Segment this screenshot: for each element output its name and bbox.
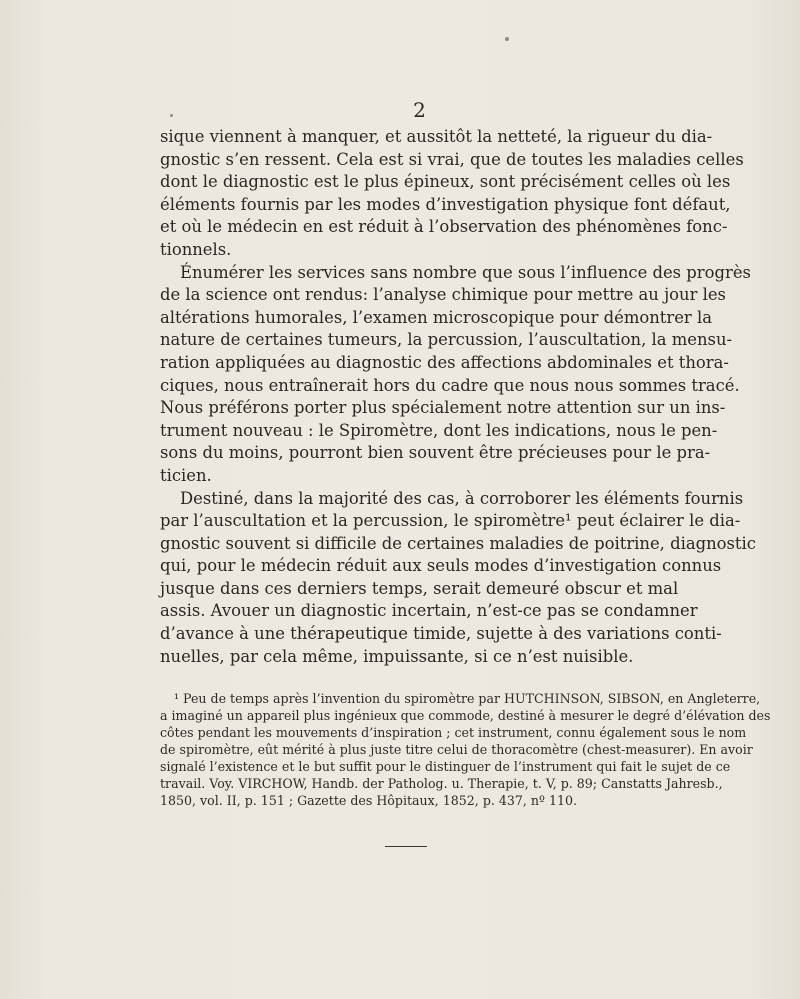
text-line: Énumérer les services sans nombre que sous l’influence des progrès <box>180 262 751 282</box>
footnote-line: signalé l’existence et le but suffit pour le distinguer de l’instrument qui fait le sujet de ce <box>160 759 731 774</box>
footnote-line: 1850, vol. II, p. 151 ; Gazette des Hôpitaux, 1852, p. 437, nº 110. <box>160 793 578 808</box>
text-line: nuelles, par cela même, impuissante, si ce n’est nuisible. <box>160 646 634 666</box>
paragraph <box>160 126 744 262</box>
body-text <box>160 126 756 668</box>
footnote-line: a imaginé un appareil plus ingénieux que commode, destiné à mesurer le degré d’élévation des <box>160 708 771 723</box>
text-line: par l’auscultation et la percussion, le spiromètre¹ peut éclairer le dia- <box>160 511 741 531</box>
text-line: assis. Avouer un diagnostic incertain, n’est-ce pas se condamner <box>160 601 698 621</box>
text-line: et où le médecin en est réduit à l’observation des phénomènes fonc- <box>160 217 728 237</box>
text-line: Nous préférons porter plus spécialement notre attention sur un ins- <box>160 398 726 418</box>
footnote-line: côtes pendant les mouvements d’inspiration ; cet instrument, connu également sous le nom <box>160 725 747 740</box>
ink-speck <box>505 37 509 41</box>
closing-rule <box>385 846 427 847</box>
text-line: gnostic s’en ressent. Cela est si vrai, que de toutes les maladies celles <box>160 149 744 169</box>
text-line: éléments fournis par les modes d’investigation physique font défaut, <box>160 194 731 214</box>
text-line: nature de certaines tumeurs, la percussion, l’auscultation, la mensu- <box>160 330 733 350</box>
text-line: dont le diagnostic est le plus épineux, sont précisément celles où les <box>160 172 731 192</box>
text-line: qui, pour le médecin réduit aux seuls modes d’investigation connus <box>160 556 722 576</box>
text-line: Destiné, dans la majorité des cas, à corroborer les éléments fournis <box>180 488 744 508</box>
text-line: sique viennent à manquer, et aussitôt la netteté, la rigueur du dia- <box>160 127 713 146</box>
text-line: altérations humorales, l’examen microscopique pour démontrer la <box>160 307 712 327</box>
text-line: sons du moins, pourront bien souvent être précieuses pour le pra- <box>160 443 711 463</box>
text-line: trument nouveau : le Spiromètre, dont les indications, nous le pen- <box>160 420 718 440</box>
text-line: gnostic souvent si difficile de certaines maladies de poitrine, diagnostic <box>160 533 756 553</box>
page-number: 2 <box>413 98 427 122</box>
footnote <box>160 690 771 809</box>
footnote-line: de spiromètre, eût mérité à plus juste titre celui de thoracomètre (chest-measurer). En avoir <box>160 742 753 757</box>
text-line: ticien. <box>160 465 212 485</box>
text-line: ration appliquées au diagnostic des affections abdominales et thora- <box>160 352 729 372</box>
text-line: jusque dans ces derniers temps, serait demeuré obscur et mal <box>160 578 679 598</box>
text-line: ciques, nous entraînerait hors du cadre que nous nous sommes tracé. <box>160 375 740 395</box>
text-line: d’avance à une thérapeutique timide, sujette à des variations conti- <box>160 624 722 644</box>
paragraph <box>160 262 751 488</box>
text-line: de la science ont rendus: l’analyse chimique pour mettre au jour les <box>160 285 726 305</box>
paragraph <box>160 488 756 669</box>
footnote-line: travail. Voy. VIRCHOW, Handb. der Patholog. u. Therapie, t. V, p. 89; Canstatts Jahresb., <box>160 776 723 791</box>
text-line: tionnels. <box>160 239 232 259</box>
footnote-line: ¹ Peu de temps après l’invention du spiromètre par HUTCHINSON, SIBSON, en Angleterre, <box>174 691 761 706</box>
